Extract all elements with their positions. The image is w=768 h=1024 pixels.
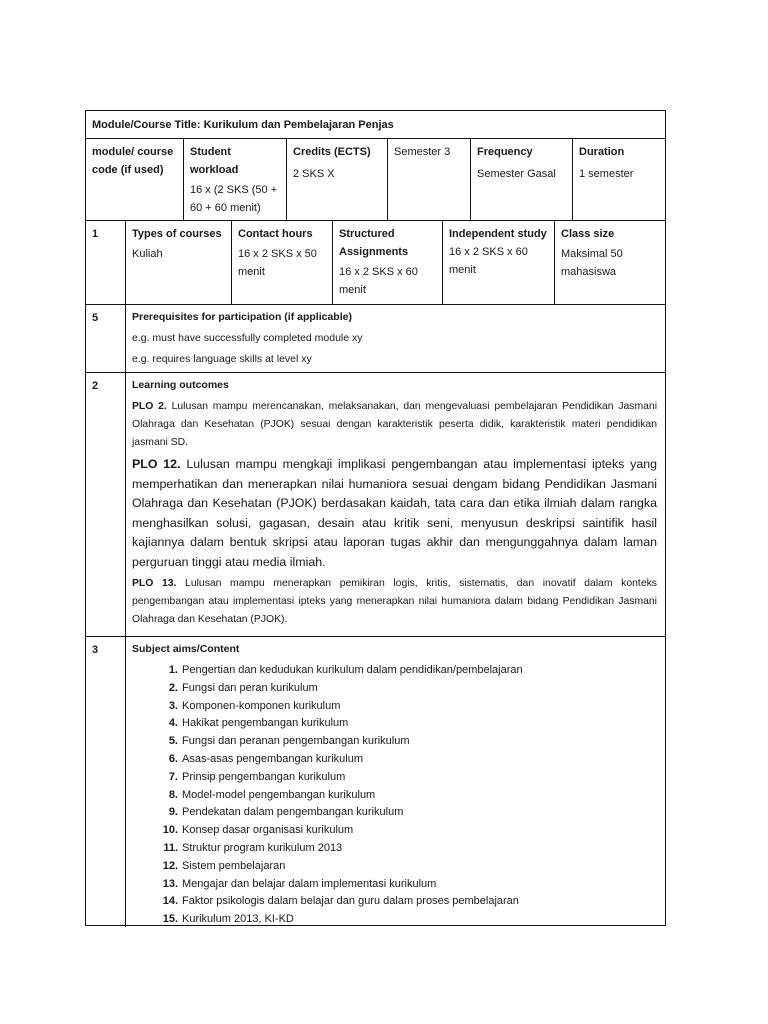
plo-2-label: PLO 2. [132, 401, 167, 412]
frequency-cell [470, 139, 572, 220]
structured-label: Structured Assignments [339, 228, 409, 258]
prerequisites-row [86, 305, 665, 373]
prerequisites-line: e.g. must have successfully completed module xy [132, 332, 363, 344]
semester-cell [387, 139, 470, 220]
row-number: 1 [92, 228, 99, 240]
module-title: Module/Course Title: Kurikulum dan Pembelajaran Penjas [92, 119, 394, 131]
plo-13 [132, 575, 657, 629]
structured-cell [332, 221, 442, 304]
workload-label: Student workload [190, 146, 239, 176]
title-row [86, 111, 665, 139]
plo-12 [132, 455, 657, 572]
list-item: 3. Komponen-komponen kurikulum [168, 699, 341, 712]
independent-label: Independent study [449, 228, 547, 240]
contact-value: 16 x 2 SKS x 50 menit [238, 248, 317, 278]
list-item: 8. Model-model pengembangan kurikulum [168, 788, 376, 801]
module-table [85, 110, 666, 926]
workload-value: 16 x (2 SKS (50 + 60 + 60 menit) [190, 184, 278, 214]
frequency-value: Semester Gasal [477, 168, 556, 180]
learning-outcomes-row [86, 373, 665, 637]
list-item: 15. Kurikulum 2013, KI-KD [162, 913, 294, 926]
list-item: 10. Konsep dasar organisasi kurikulum [162, 824, 354, 837]
independent-value: 16 x 2 SKS x 60 menit [449, 246, 528, 276]
semester-value: Semester 3 [394, 146, 451, 158]
row-number: 2 [92, 380, 99, 392]
course-code-label: module/ course code (if used) [92, 146, 174, 176]
types-label: Types of courses [132, 228, 222, 240]
list-item: 11. Struktur program kurikulum 2013 [163, 841, 343, 854]
content-list [160, 662, 659, 929]
class-size-cell [554, 221, 665, 304]
class-size-value: Maksimal 50 mahasiswa [561, 248, 623, 278]
types-value: Kuliah [132, 248, 163, 260]
plo-2 [132, 398, 657, 452]
meta-row [86, 139, 665, 221]
subject-content-row [86, 637, 665, 927]
prerequisites-heading: Prerequisites for participation (if applicable) [132, 311, 352, 323]
learning-outcomes-cell [125, 373, 665, 636]
subject-content-heading: Subject aims/Content [132, 643, 240, 655]
subject-content-cell [125, 637, 665, 927]
plo-12-text: Lulusan mampu mengkaji implikasi pengembangan atau implementasi ipteks yang memperhatikan dan menerapkan nilai humaniora sesuai dengam bidang Pendidikan Jasmani Olahraga dan Kesehatan (PJOK) berdasakan kaidah, tata cara dan etika ilmiah dalam rangka menghasilkan solusi, gagasan, desain atau kritik seni, menyusun deskripsi saintifik hasil kajiannya dalam bentuk skripsi atau laporan tugas akhir dan mengunggahnya dalam laman perguruan tinggi atau media ilmiah. [132, 457, 657, 569]
list-item: 2. Fungsi dan peran kurikulum [168, 681, 318, 694]
list-item: 12. Sistem pembelajaran [162, 859, 286, 872]
frequency-label: Frequency [477, 146, 533, 158]
list-item: 9. Pendekatan dalam pengembangan kurikulum [168, 806, 404, 819]
plo-13-label: PLO 13. [132, 578, 177, 589]
duration-value: 1 semester [579, 168, 634, 180]
structured-value: 16 x 2 SKS x 60 menit [339, 266, 418, 296]
row-number: 3 [92, 644, 99, 656]
list-item: 13. Mengajar dan belajar dalam implementasi kurikulum [162, 877, 437, 890]
credits-value: 2 SKS X [293, 168, 335, 180]
plo-2-text: Lulusan mampu merencanakan, melaksanakan, dan mengevaluasi pembelajaran Pendidikan Jasmani Olahraga dan Kesehatan (PJOK) sesuai dengan karakteristik peserta didik, karakteristik materi pendidikan jasmani SD. [132, 401, 658, 448]
list-item: 4. Hakikat pengembangan kurikulum [168, 717, 349, 730]
duration-label: Duration [579, 146, 625, 158]
class-size-label: Class size [561, 228, 615, 240]
contact-label: Contact hours [238, 228, 313, 240]
plo-13-text: Lulusan mampu menerapkan pemikiran logis, kritis, sistematis, dan inovatif dalam konteks pengembangan atau implementasi ipteks yang menerapkan nilai humaniora dalam bidang Pendidikan Jasmani Olahraga dan Kesehatan (PJOK). [132, 578, 657, 625]
plo-12-label: PLO 12. [132, 457, 181, 471]
list-item: 5. Fungsi dan peranan pengembangan kurikulum [168, 735, 410, 748]
prerequisites-line: e.g. requires language skills at level xy [132, 353, 312, 365]
duration-cell [572, 139, 665, 220]
learning-outcomes-heading: Learning outcomes [132, 379, 229, 391]
list-item: 7. Prinsip pengembangan kurikulum [168, 770, 346, 783]
contact-cell [231, 221, 332, 304]
list-item: 14. Faktor psikologis dalam belajar dan guru dalam proses pembelajaran [162, 895, 519, 908]
workload-cell [183, 139, 286, 220]
prerequisites-cell [125, 305, 665, 372]
credits-label: Credits (ECTS) [293, 146, 371, 158]
row-number: 5 [92, 312, 99, 324]
course-types-row [86, 221, 665, 305]
independent-cell [442, 221, 554, 304]
types-cell [125, 221, 231, 304]
list-item: 6. Asas-asas pengembangan kurikulum [168, 752, 363, 765]
course-code-cell [86, 139, 183, 220]
credits-cell [286, 139, 387, 220]
list-item: 1. Pengertian dan kedudukan kurikulum dalam pendidikan/pembelajaran [168, 664, 523, 676]
